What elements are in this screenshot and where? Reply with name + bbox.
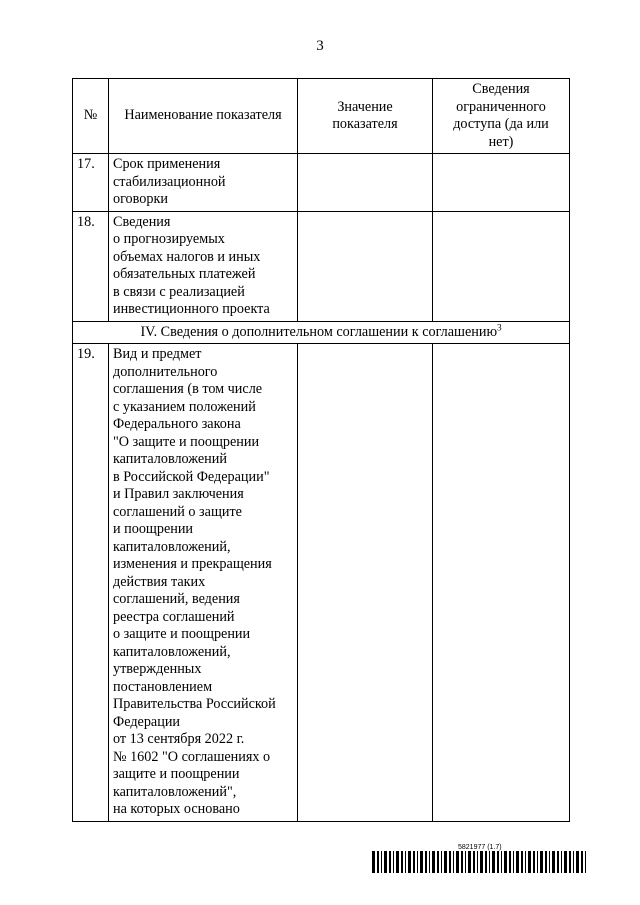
name-line: и поощрении (113, 521, 194, 537)
barcode-number: 5821977 (1.7) (458, 844, 502, 851)
table-row (73, 344, 570, 822)
name-line: действия таких (113, 573, 206, 590)
name-line: Срок применения (113, 156, 221, 172)
name-line: соглашений о защите (113, 503, 242, 520)
restricted-cell[interactable] (433, 211, 570, 321)
name-line: изменения и прекращения (113, 556, 272, 572)
name-line: № 1602 "О соглашениях о (113, 748, 271, 765)
name-line: капиталовложений, (113, 538, 231, 555)
name-line: капиталовложений", (113, 783, 237, 800)
name-line: Федерации (113, 713, 181, 730)
name-line: о прогнозируемых (113, 231, 225, 247)
table-header-row (73, 79, 570, 154)
name-line: с указанием положений (113, 398, 256, 415)
name-line: Сведения (113, 213, 171, 230)
section-row (73, 321, 570, 344)
restricted-cell[interactable] (433, 154, 570, 212)
name-line: постановлением (113, 678, 213, 695)
name-line: Правительства Российской (113, 696, 276, 712)
name-line: соглашений, ведения (113, 591, 240, 607)
name-line: реестра соглашений (113, 608, 235, 625)
table-row (73, 154, 570, 212)
name-line: и Правил заключения (113, 486, 244, 502)
value-cell[interactable] (298, 344, 433, 822)
row-name (109, 344, 298, 822)
name-line: дополнительного (113, 363, 218, 380)
row-name (109, 154, 298, 212)
section-title: IV. Сведения о дополнительном соглашении к соглашению (140, 323, 498, 340)
page-number: 3 (316, 38, 324, 54)
name-line: обязательных платежей (113, 266, 256, 282)
table-row (73, 211, 570, 321)
barcode (372, 851, 588, 873)
header-name: Наименование показателя (109, 79, 298, 154)
name-line: от 13 сентября 2022 г. (113, 731, 245, 747)
indicators-table (72, 78, 570, 822)
name-line: инвестиционного проекта (113, 301, 270, 317)
section-heading (73, 321, 570, 344)
header-restricted: Сведения ограниченного доступа (да или нет) (433, 79, 570, 154)
name-line: защите и поощрении (113, 766, 240, 782)
row-number: 17. (73, 154, 109, 212)
name-line: капиталовложений, (113, 643, 231, 660)
name-line: оговорки (113, 191, 168, 207)
name-line: соглашения (в том числе (113, 381, 263, 397)
restricted-cell[interactable] (433, 344, 570, 822)
name-line: на которых основано (113, 801, 240, 817)
name-line: утвержденных (113, 661, 202, 677)
value-cell[interactable] (298, 211, 433, 321)
name-line: в Российской Федерации" (113, 468, 270, 485)
footnote-marker: 3 (497, 321, 502, 332)
name-line: в связи с реализацией (113, 283, 245, 300)
row-number: 18. (73, 211, 109, 321)
row-name (109, 211, 298, 321)
name-line: о защите и поощрении (113, 626, 251, 642)
header-value: Значение показателя (298, 79, 433, 154)
name-line: капиталовложений (113, 451, 227, 467)
name-line: "О защите и поощрении (113, 433, 260, 450)
name-line: объемах налогов и иных (113, 248, 261, 265)
name-line: Федерального закона (113, 416, 241, 432)
name-line: Вид и предмет (113, 346, 202, 362)
name-line: стабилизационной (113, 173, 226, 190)
row-number: 19. (73, 344, 109, 822)
header-number: № (73, 79, 109, 154)
value-cell[interactable] (298, 154, 433, 212)
